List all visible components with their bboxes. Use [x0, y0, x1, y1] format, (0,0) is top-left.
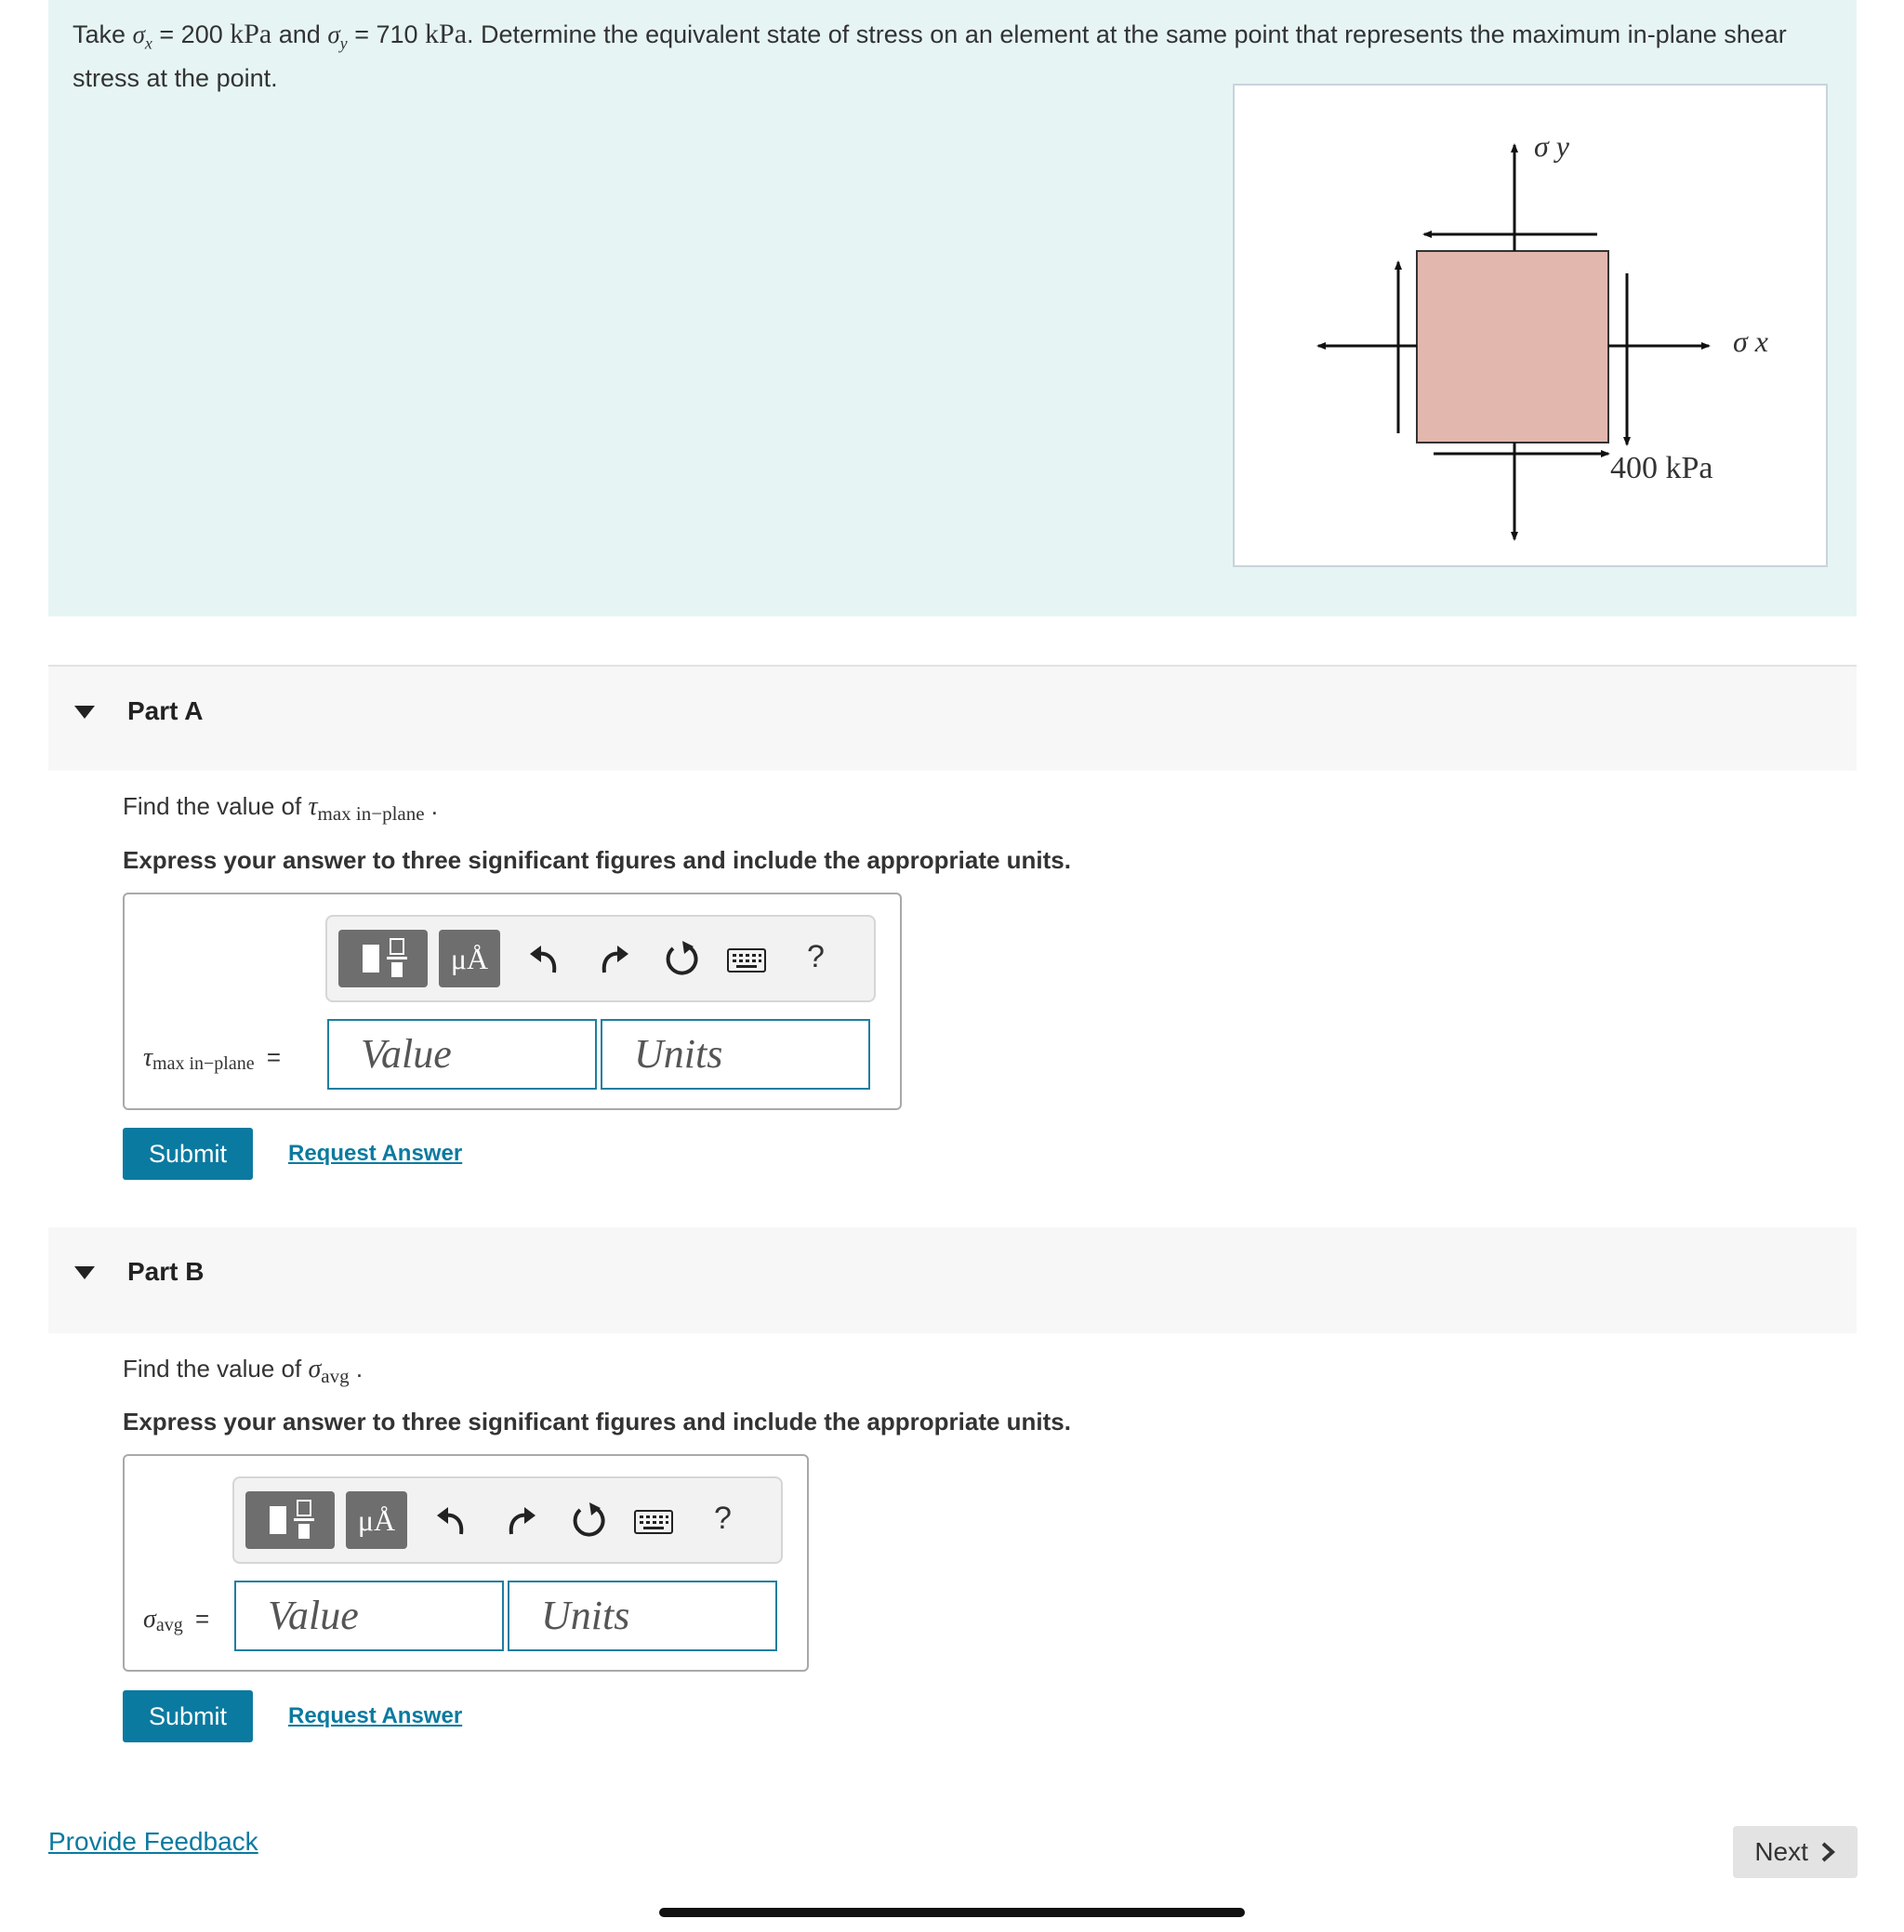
- problem-and: and: [278, 20, 321, 48]
- part-a-title: Part A: [127, 696, 204, 725]
- sigma-x-unit: kPa: [230, 19, 272, 49]
- part-b-header[interactable]: [48, 1227, 1857, 1333]
- eq-sign: =: [266, 1043, 282, 1071]
- help-button[interactable]: ?: [714, 1501, 732, 1536]
- keyboard-icon[interactable]: [634, 1510, 673, 1534]
- sigma-x-label: σ x: [1733, 324, 1768, 358]
- part-a-request-answer-link[interactable]: Request Answer: [288, 1141, 463, 1166]
- sigma-x-subscript: x: [144, 33, 152, 53]
- undo-icon[interactable]: [526, 941, 563, 978]
- provide-feedback-link[interactable]: Provide Feedback: [48, 1827, 258, 1856]
- part-a-toolbar: [325, 915, 876, 1002]
- eq-sigma-symbol: σ: [143, 1605, 156, 1634]
- sigma-y-label: σ y: [1534, 129, 1569, 163]
- sigma-x-symbol: σ: [132, 20, 145, 48]
- stress-element-figure: [1233, 84, 1828, 567]
- sigma-y-unit: kPa: [425, 19, 468, 49]
- eq-sigma-subscript: avg: [155, 1615, 183, 1635]
- part-a-answer-box: [123, 893, 902, 1110]
- sigma-symbol: σ: [308, 1355, 322, 1383]
- shear-label: 400 kPa: [1610, 451, 1713, 485]
- part-a-instruction: Express your answer to three significant figures and include the appropriate units.: [123, 846, 1071, 874]
- help-button[interactable]: ?: [807, 939, 825, 974]
- home-indicator[interactable]: [659, 1908, 1245, 1917]
- caret-down-icon[interactable]: [74, 1266, 95, 1279]
- next-button[interactable]: [1733, 1826, 1858, 1878]
- part-b-request-answer-link[interactable]: Request Answer: [288, 1703, 463, 1728]
- problem-statement: [48, 0, 1857, 616]
- sigma-subscript: avg: [321, 1365, 350, 1387]
- stress-diagram: [1235, 86, 1830, 569]
- eq-tau-symbol: τ: [143, 1043, 153, 1072]
- templates-button[interactable]: [338, 930, 428, 987]
- fraction-template-icon: [245, 1491, 335, 1549]
- templates-button[interactable]: [245, 1491, 335, 1549]
- undo-icon[interactable]: [433, 1502, 470, 1540]
- problem-take: Take: [73, 20, 126, 48]
- sigma-y-subscript: y: [339, 33, 348, 53]
- units-input[interactable]: Units: [601, 1019, 870, 1090]
- part-a-prompt: [123, 792, 439, 825]
- part-b-equation-label: [143, 1605, 209, 1634]
- caret-down-icon[interactable]: [74, 706, 95, 719]
- redo-icon[interactable]: [595, 941, 632, 978]
- part-b-title: Part B: [127, 1257, 205, 1286]
- sigma-y-value: = 710: [354, 20, 418, 48]
- units-input[interactable]: Units: [508, 1581, 777, 1651]
- part-a-header[interactable]: [48, 665, 1857, 771]
- tau-subscript: max in−plane: [317, 802, 425, 825]
- value-input[interactable]: Value: [234, 1581, 504, 1651]
- units-symbols-button[interactable]: μÅ: [439, 930, 500, 987]
- part-b-submit-button[interactable]: Submit: [123, 1690, 253, 1742]
- part-b-prompt: [123, 1355, 364, 1387]
- next-label: Next: [1754, 1837, 1808, 1866]
- sigma-x-value: = 200: [159, 20, 223, 48]
- reset-icon[interactable]: [664, 939, 701, 978]
- redo-icon[interactable]: [502, 1502, 539, 1540]
- eq-tau-subscript: max in−plane: [152, 1053, 255, 1074]
- part-a-prompt-suffix: .: [430, 792, 439, 820]
- stress-element: [1417, 251, 1608, 443]
- part-b-toolbar: [232, 1476, 783, 1564]
- eq-sign: =: [194, 1605, 210, 1633]
- value-input[interactable]: Value: [327, 1019, 597, 1090]
- part-b-answer-box: [123, 1454, 809, 1672]
- problem-rest: . Determine the equivalent state of stress on an element at the same point that represents the maximum in-plane shear stress at the point.: [73, 20, 1787, 93]
- part-a-equation-label: [143, 1043, 281, 1073]
- part-a-prompt-prefix: Find the value of: [123, 792, 302, 820]
- reset-icon[interactable]: [571, 1501, 608, 1540]
- keyboard-icon[interactable]: [727, 948, 766, 973]
- part-b-prompt-suffix: .: [355, 1355, 364, 1383]
- units-symbols-button[interactable]: μÅ: [346, 1491, 407, 1549]
- part-a-submit-button[interactable]: Submit: [123, 1128, 253, 1180]
- chevron-right-icon: [1819, 1841, 1836, 1863]
- part-b-prompt-prefix: Find the value of: [123, 1355, 302, 1383]
- fraction-template-icon: [338, 930, 428, 987]
- sigma-y-symbol: σ: [327, 20, 340, 48]
- tau-symbol: τ: [308, 792, 318, 821]
- part-b-instruction: Express your answer to three significant figures and include the appropriate units.: [123, 1408, 1071, 1436]
